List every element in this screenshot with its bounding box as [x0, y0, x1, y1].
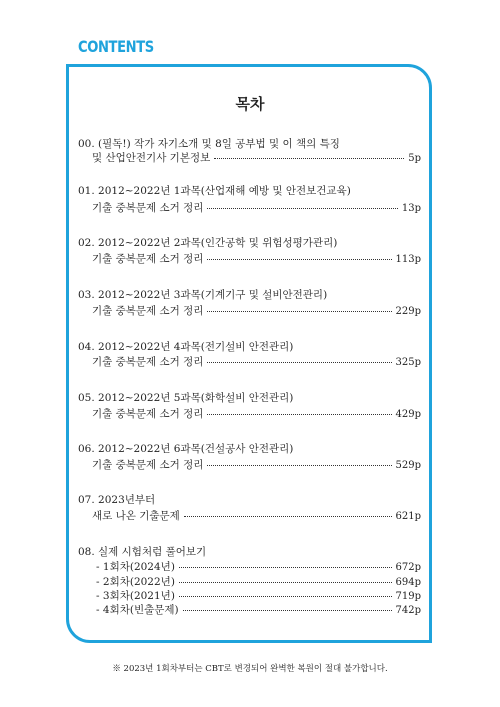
toc-entry-04-title[interactable]: 04. 2012~2022년 4과목(전기설비 안전관리): [78, 341, 294, 353]
practice-item-label: - 2회차(2022년): [96, 576, 175, 588]
toc-entry-03-title[interactable]: 03. 2012~2022년 3과목(기계기구 및 설비안전관리): [78, 289, 328, 301]
toc-entry-subtitle-text: 기출 중복문제 소거 정리: [92, 408, 204, 420]
practice-item-label: - 1회차(2024년): [96, 561, 175, 573]
toc-title: 목차: [235, 95, 265, 113]
page-number: 429p: [395, 409, 421, 420]
toc-entry-subtitle-text: 기출 중복문제 소거 정리: [92, 202, 204, 214]
page-number: 113p: [395, 254, 421, 265]
toc-entry-01-title[interactable]: 01. 2012~2022년 1과목(산업재해 예방 및 안전보건교육): [78, 185, 351, 197]
practice-item-label: - 4회차(빈출문제): [96, 604, 179, 616]
toc-entry-01-subtitle[interactable]: [92, 201, 421, 216]
toc-entry-subtitle-text: 기출 중복문제 소거 정리: [92, 459, 204, 471]
leader-dots: [184, 515, 392, 517]
toc-entry-07-subtitle[interactable]: [92, 509, 421, 524]
toc-entry-08-item-2[interactable]: [96, 575, 421, 590]
page-number: 694p: [395, 577, 421, 588]
toc-entry-08-item-1[interactable]: [96, 560, 421, 575]
toc-entry-08-item-4[interactable]: [96, 603, 421, 618]
leader-dots: [179, 566, 392, 568]
toc-entry-subtitle-text: 새로 나온 기출문제: [92, 510, 180, 522]
toc-entry-02-subtitle[interactable]: [92, 252, 421, 267]
toc-entry-subtitle-text: 및 산업안전기사 기본정보: [92, 152, 211, 164]
leader-dots: [207, 258, 391, 260]
page-number: 529p: [395, 460, 421, 471]
page-number: 621p: [395, 511, 421, 522]
toc-entry-04-subtitle[interactable]: [92, 355, 421, 370]
practice-item-label: - 3회차(2021년): [96, 590, 175, 602]
toc-entry-06-title[interactable]: 06. 2012~2022년 6과목(건설공사 안전관리): [78, 443, 294, 455]
toc-entry-05-title[interactable]: 05. 2012~2022년 5과목(화학설비 안전관리): [78, 392, 294, 404]
leader-dots: [207, 464, 391, 466]
leader-dots: [179, 581, 392, 583]
page-number: 325p: [395, 357, 421, 368]
toc-entry-02-title[interactable]: 02. 2012~2022년 2과목(인간공학 및 위험성평가관리): [78, 237, 338, 249]
leader-dots: [207, 207, 397, 209]
leader-dots: [207, 361, 391, 363]
page-number: 742p: [395, 605, 421, 616]
leader-dots: [214, 157, 404, 159]
page-number: 229p: [395, 306, 421, 317]
leader-dots: [207, 413, 391, 415]
toc-entry-06-subtitle[interactable]: [92, 458, 421, 473]
leader-dots: [179, 595, 392, 597]
toc-entry-08-item-3[interactable]: [96, 589, 421, 604]
leader-dots: [207, 310, 391, 312]
toc-entry-03-subtitle[interactable]: [92, 304, 421, 319]
toc-entry-05-subtitle[interactable]: [92, 407, 421, 422]
toc-entry-subtitle-text: 기출 중복문제 소거 정리: [92, 356, 204, 368]
footnote: ※ 2023년 1회차부터는 CBT로 변경되어 완벽한 복원이 절대 불가합니다.: [112, 664, 388, 674]
page-number: 5p: [408, 153, 421, 164]
leader-dots: [183, 609, 392, 611]
toc-entry-subtitle-text: 기출 중복문제 소거 정리: [92, 253, 204, 265]
toc-entry-08-title[interactable]: 08. 실제 시험처럼 풀어보기: [78, 546, 207, 558]
toc-entry-00-title[interactable]: 00. (필독!) 작가 자기소개 및 8일 공부법 및 이 책의 특징: [78, 138, 340, 150]
toc-entry-07-title[interactable]: 07. 2023년부터: [78, 494, 156, 506]
page-number: 672p: [395, 562, 421, 573]
toc-entry-00-subtitle[interactable]: [92, 151, 421, 166]
page-number: 719p: [395, 591, 421, 602]
contents-heading: CONTENTS: [78, 37, 154, 56]
toc-entry-subtitle-text: 기출 중복문제 소거 정리: [92, 305, 204, 317]
page-number: 13p: [401, 203, 421, 214]
